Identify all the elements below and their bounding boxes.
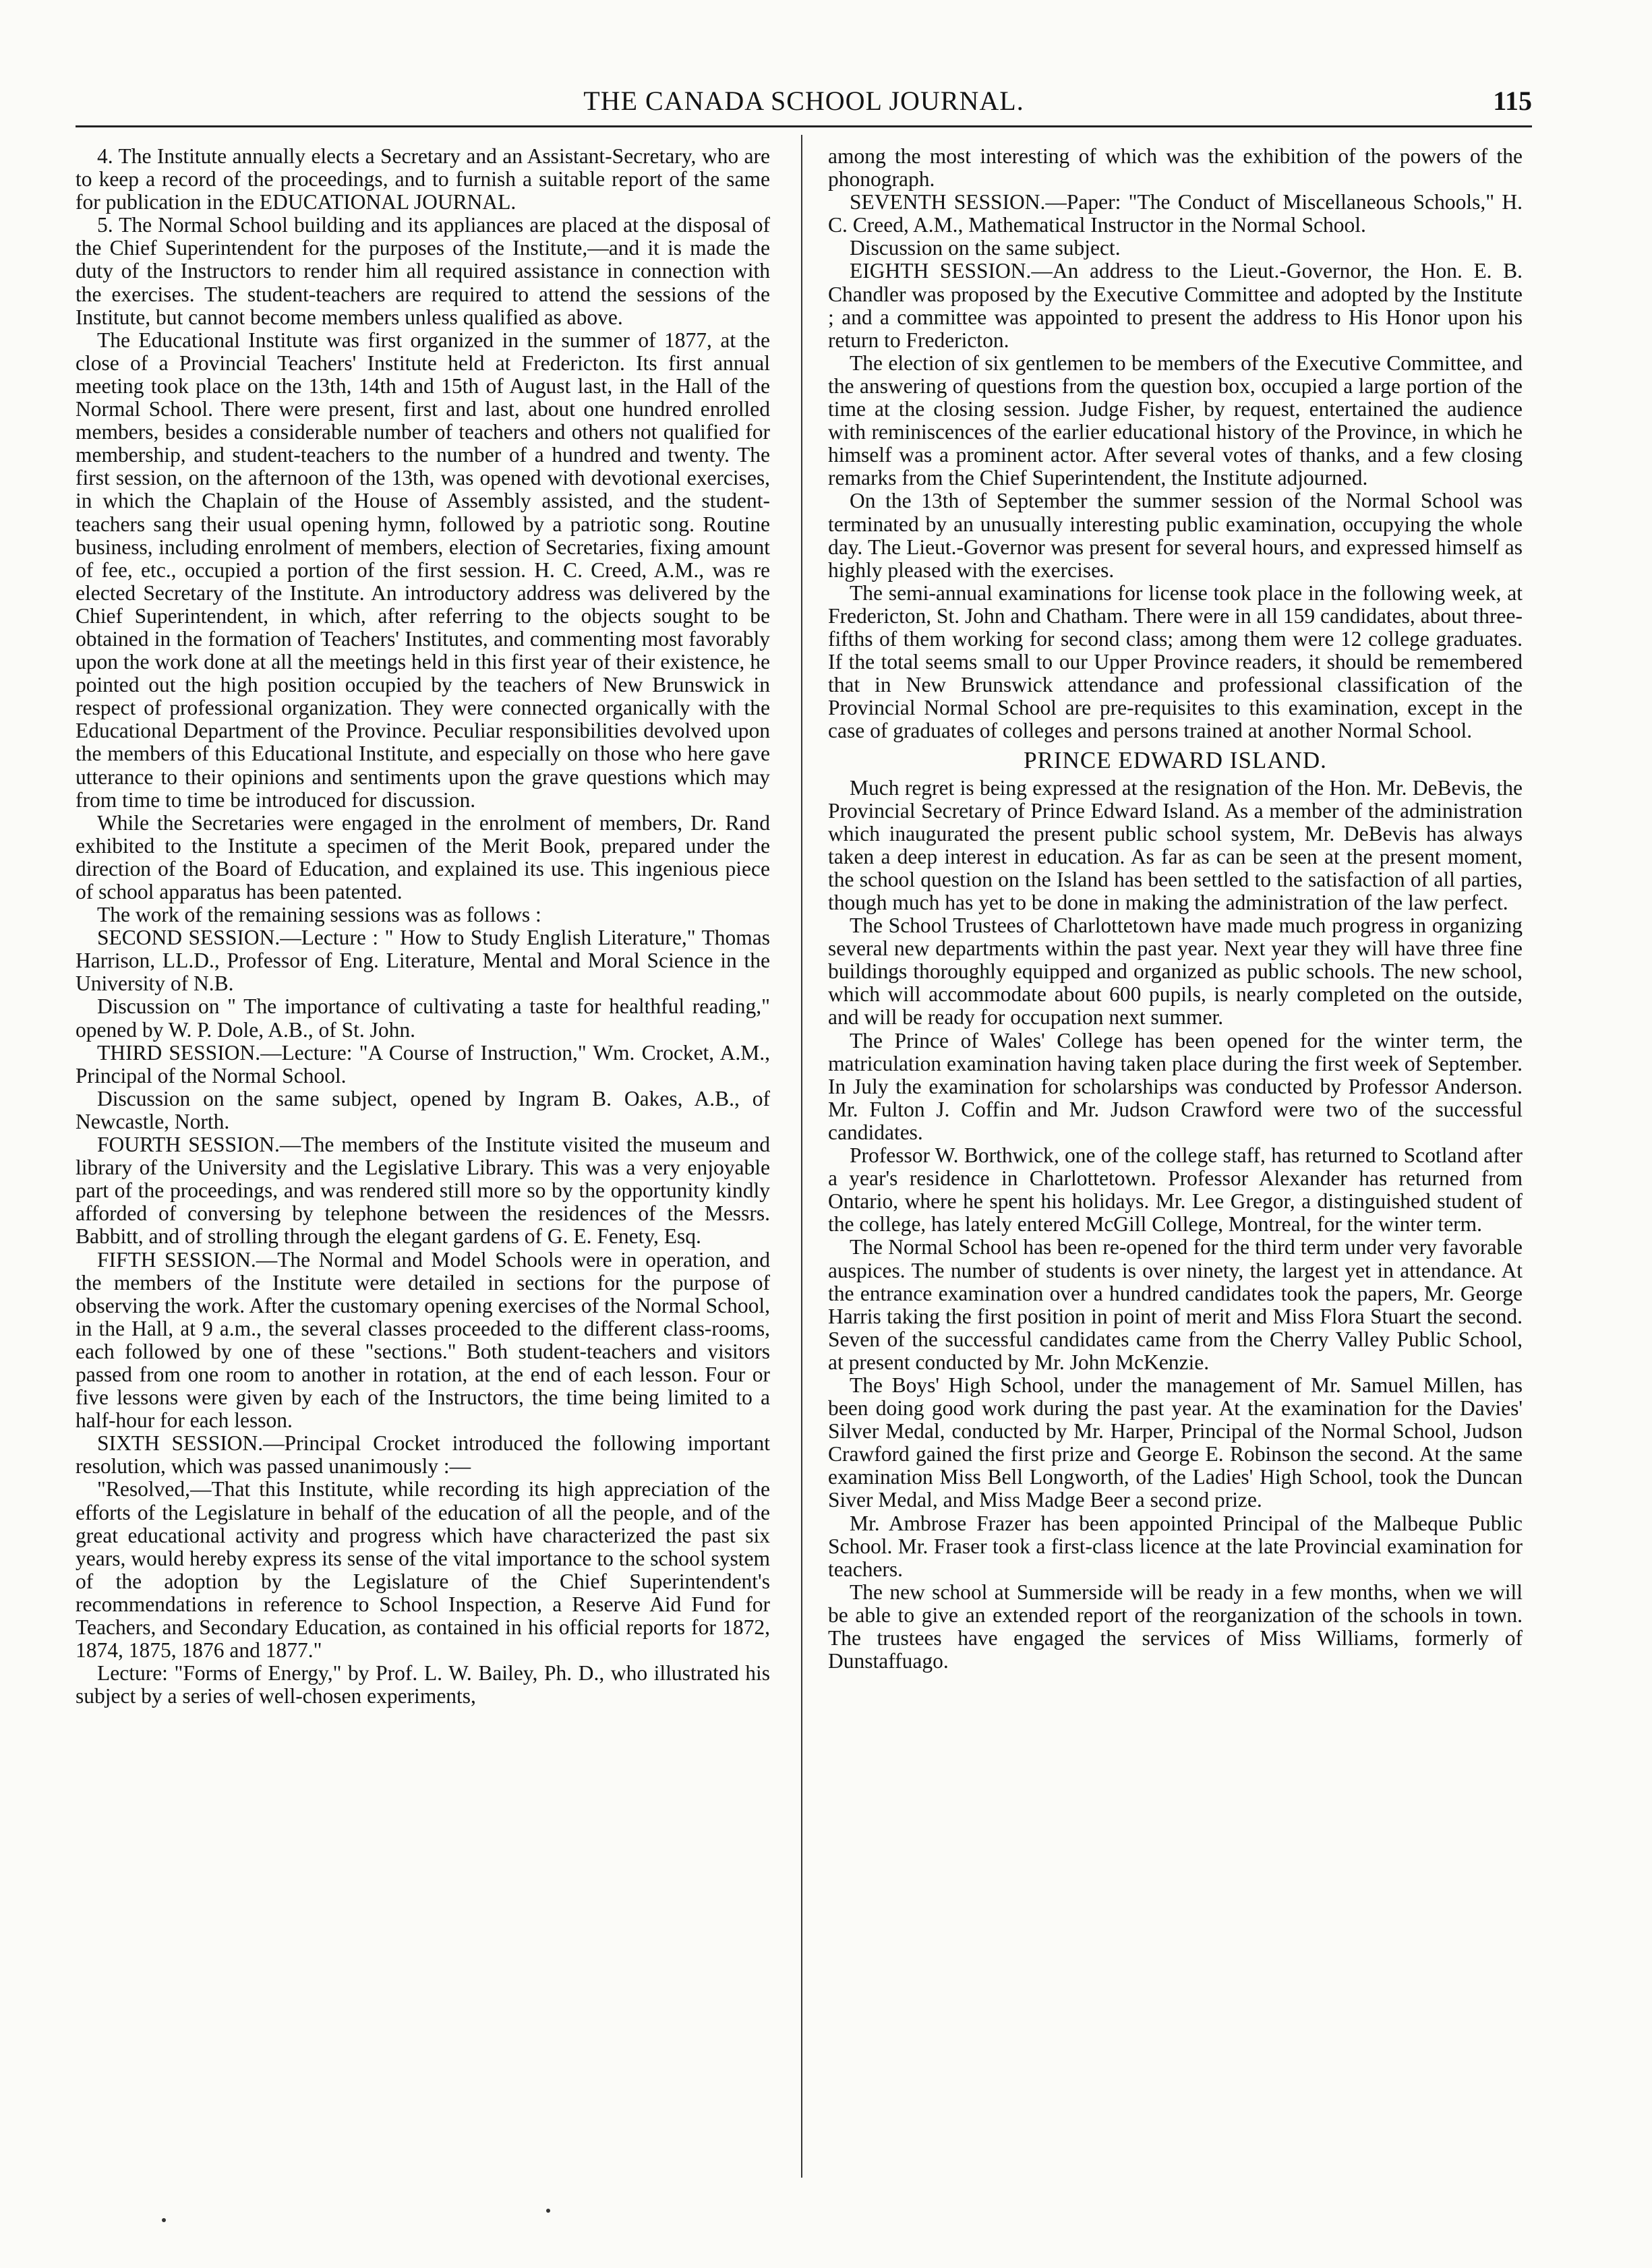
- paragraph: 5. The Normal School building and its appliances are placed at the disposal of the Chief Superintendent for the purposes of the Institute,—and it is made the duty of the Instructors to render him all required assistance in connection with the exercises. The student-teachers are required to attend the sessions of the Institute, but cannot become members unless qualified as above.: [76, 213, 770, 329]
- print-speck: [546, 2209, 550, 2213]
- paragraph: Mr. Ambrose Frazer has been appointed Principal of the Malbeque Public School. Mr. Fraser took a first-class licence at the late Provincial examination for teachers.: [828, 1511, 1523, 1581]
- paragraph: The Educational Institute was first organized in the summer of 1877, at the close of a Provincial Teachers' Institute held at Fredericton. Its first annual meeting took place on the 13th, 14th and 15th of August last, in the Hall of the Normal School. There were present, first and last, about one hundred enrolled members, besides a considerable number of teachers and others not qualified for membership, and student-teachers to the number of a hundred and twenty. The first session, on the afternoon of the 13th, was opened with devotional exercises, in which the Chaplain of the House of Assembly assisted, and the student-teachers sang their usual opening hymn, followed by a patriotic song. Routine business, including enrolment of members, election of Secretaries, fixing amount of fee, etc., occupied a portion of the first session. H. C. Creed, A.M., was re elected Secretary of the Institute. An introductory address was delivered by the Chief Superintendent, in which, after referring to the objects sought to be obtained in the formation of Teachers' Institutes, and commenting most favorably upon the work done at all the meetings held in this first year of their existence, he pointed out the high position occupied by the teachers of New Brunswick in respect of professional organization. They were connected organically with the Educational Department of the Province. Peculiar responsibilities devolved upon the members of this Educational Institute, and especially on those who here gave utterance to their opinions and sentiments upon the grave questions which may from time to time be introduced for discussion.: [76, 328, 770, 812]
- paragraph: The semi-annual examinations for license took place in the following week, at Fredericton, St. John and Chatham. There were in all 159 candidates, about three-fifths of them working for second class; among them were 12 college graduates. If the total seems small to our Upper Province readers, it should be remembered that in New Brunswick attendance and professional classification of the Provincial Normal School are pre-requisites to this examination, except in the case of graduates of colleges and persons trained at another Normal School.: [828, 580, 1523, 743]
- paragraph: The election of six gentlemen to be members of the Executive Committee, and the answering of questions from the question box, occupied a large portion of the time at the closing session. Judge Fisher, by request, entertained the audience with reminiscences of the earlier educational history of the Province, in which he himself was a prominent actor. After several votes of thanks, and a few closing remarks from the Chief Superintendent, the Institute adjourned.: [828, 351, 1523, 490]
- paragraph: The Boys' High School, under the management of Mr. Samuel Millen, has been doing good work during the past year. At the examination for the Davies' Silver Medal, conducted by Mr. Harper, Principal of the Normal School, Judson Crawford gained the first prize and George E. Robinson the second. At the same examination Miss Bell Longworth, of the Ladies' High School, took the Duncan Siver Medal, and Miss Madge Beer a second prize.: [828, 1373, 1523, 1512]
- paragraph: FIFTH SESSION.—The Normal and Model Schools were in operation, and the members of the Institute were detailed in sections for the purpose of observing the work. After the customary opening exercises of the Normal School, in the Hall, at 9 a.m., the several classes proceeded to the different class-rooms, each followed by one of these "sections." Both student-teachers and visitors passed from one room to another in rotation, at the end of each lesson. Four or five lessons were given by each of the Instructors, the time being limited to a half-hour for each lesson.: [76, 1247, 770, 1433]
- paragraph: SECOND SESSION.—Lecture : " How to Study English Literature," Thomas Harrison, LL.D., Professor of Eng. Literature, Mental and Moral Science in the University of N.B.: [76, 926, 770, 996]
- paragraph: Discussion on the same subject, opened by Ingram B. Oakes, A.B., of Newcastle, North.: [76, 1086, 770, 1133]
- paragraph: THIRD SESSION.—Lecture: "A Course of Instruction," Wm. Crocket, A.M., Principal of the Normal School.: [76, 1040, 770, 1087]
- paragraph: The new school at Summerside will be ready in a few months, when we will be able to give an extended report of the reorganization of the schools in town. The trustees have engaged the services of Miss Williams, formerly of Dunstaffuago.: [828, 1580, 1523, 1673]
- paragraph: The School Trustees of Charlottetown have made much progress in organizing several new departments within the past year. Next year they will have three fine buildings thoroughly equipped and organized as public schools. The new school, which will accommodate about 600 pupils, is nearly completed on the outside, and will be ready for occupation next summer.: [828, 914, 1523, 1029]
- paragraph: Professor W. Borthwick, one of the college staff, has returned to Scotland after a year's residence in Charlottetown. Professor Alexander has returned from Ontario, where he spent his holidays. Mr. Lee Gregor, a distinguished student of the college, has lately entered McGill College, Montreal, for the winter term.: [828, 1143, 1523, 1236]
- paragraph: The Normal School has been re-opened for the third term under very favorable auspices. The number of students is over ninety, the largest yet in attendance. At the entrance examination over a hundred candidates took the papers, Mr. George Harris taking the first position in point of merit and Miss Flora Stuart the second. Seven of the successful candidates came from the Cherry Valley Public School, at present conducted by Mr. John McKenzie.: [828, 1235, 1523, 1374]
- column-divider: [801, 135, 802, 2178]
- paragraph: The Prince of Wales' College has been opened for the winter term, the matriculation examination having taken place during the first week of September. In July the examination for scholarships was conducted by Professor Anderson. Mr. Fulton J. Coffin and Mr. Judson Crawford were two of the successful candidates.: [828, 1028, 1523, 1144]
- paragraph: EIGHTH SESSION.—An address to the Lieut.-Governor, the Hon. E. B. Chandler was proposed by the Executive Committee and adopted by the Institute ; and a committee was appointed to present the address to His Honor upon his return to Fredericton.: [828, 259, 1523, 352]
- right-column: [828, 145, 1523, 1673]
- print-speck: [162, 2218, 166, 2222]
- paragraph: Much regret is being expressed at the resignation of the Hon. Mr. DeBevis, the Provincial Secretary of Prince Edward Island. As a member of the administration which inaugurated the present public school system, Mr. DeBevis has always taken a deep interest in education. As far as can be seen at the present moment, the school question on the Island has been settled to the satisfaction of all parties, though much has yet to be done in making the administration of the law perfect.: [828, 775, 1523, 914]
- running-title: THE CANADA SCHOOL JOURNAL.: [583, 86, 1024, 116]
- page-number: 115: [1493, 86, 1532, 116]
- paragraph: SIXTH SESSION.—Principal Crocket introduced the following important resolution, which was passed unanimously :—: [76, 1431, 770, 1479]
- page-header: [76, 85, 1532, 120]
- paragraph: Discussion on " The importance of cultivating a taste for healthful reading," opened by W. P. Dole, A.B., of St. John.: [76, 994, 770, 1042]
- paragraph: among the most interesting of which was the exhibition of the powers of the phonograph.: [828, 144, 1523, 191]
- paragraph: On the 13th of September the summer session of the Normal School was terminated by an unusually interesting public examination, occupying the whole day. The Lieut.-Governor was present for several hours, and expressed himself as highly pleased with the exercises.: [828, 489, 1523, 582]
- paragraph: 4. The Institute annually elects a Secretary and an Assistant-Secretary, who are to keep a record of the proceedings, and to furnish a suitable report of the same for publication in the EDUCATIONAL JOURNAL.: [76, 144, 770, 214]
- paragraph: FOURTH SESSION.—The members of the Institute visited the museum and library of the University and the Legislative Library. This was a very enjoyable part of the proceedings, and was rendered still more so by the opportunity kindly afforded of conversing by telephone between the residences of the Messrs. Babbitt, and of strolling through the elegant gardens of G. E. Fenety, Esq.: [76, 1133, 770, 1249]
- paragraph: The work of the remaining sessions was as follows :: [97, 903, 541, 927]
- paragraph: SEVENTH SESSION.—Paper: "The Conduct of Miscellaneous Schools," H. C. Creed, A.M., Mathematical Instructor in the Normal School.: [828, 190, 1523, 237]
- paragraph: While the Secretaries were engaged in the enrolment of members, Dr. Rand exhibited to the Institute a specimen of the Merit Book, prepared under the direction of the Board of Education, and explained its use. This ingenious piece of school apparatus has been patented.: [76, 810, 770, 903]
- paragraph: Discussion on the same subject.: [850, 236, 1121, 260]
- left-column: [76, 145, 770, 1708]
- section-heading: PRINCE EDWARD ISLAND.: [1024, 747, 1327, 774]
- paragraph: "Resolved,—That this Institute, while recording its high appreciation of the efforts of the Legislature in behalf of the education of all the people, and of the great educational activity and progress which have characterized the past six years, would hereby express its sense of the vital importance to the school system of the adoption by the Legislature of the Chief Superintendent's recommendations in reference to School Inspection, a Reserve Aid Fund for Teachers, and Secondary Education, as contained in his official reports for 1872, 1874, 1875, 1876 and 1877.": [76, 1477, 770, 1663]
- header-rule: [76, 125, 1532, 127]
- paragraph: Lecture: "Forms of Energy," by Prof. L. W. Bailey, Ph. D., who illustrated his subject by a series of well-chosen experiments,: [76, 1661, 770, 1708]
